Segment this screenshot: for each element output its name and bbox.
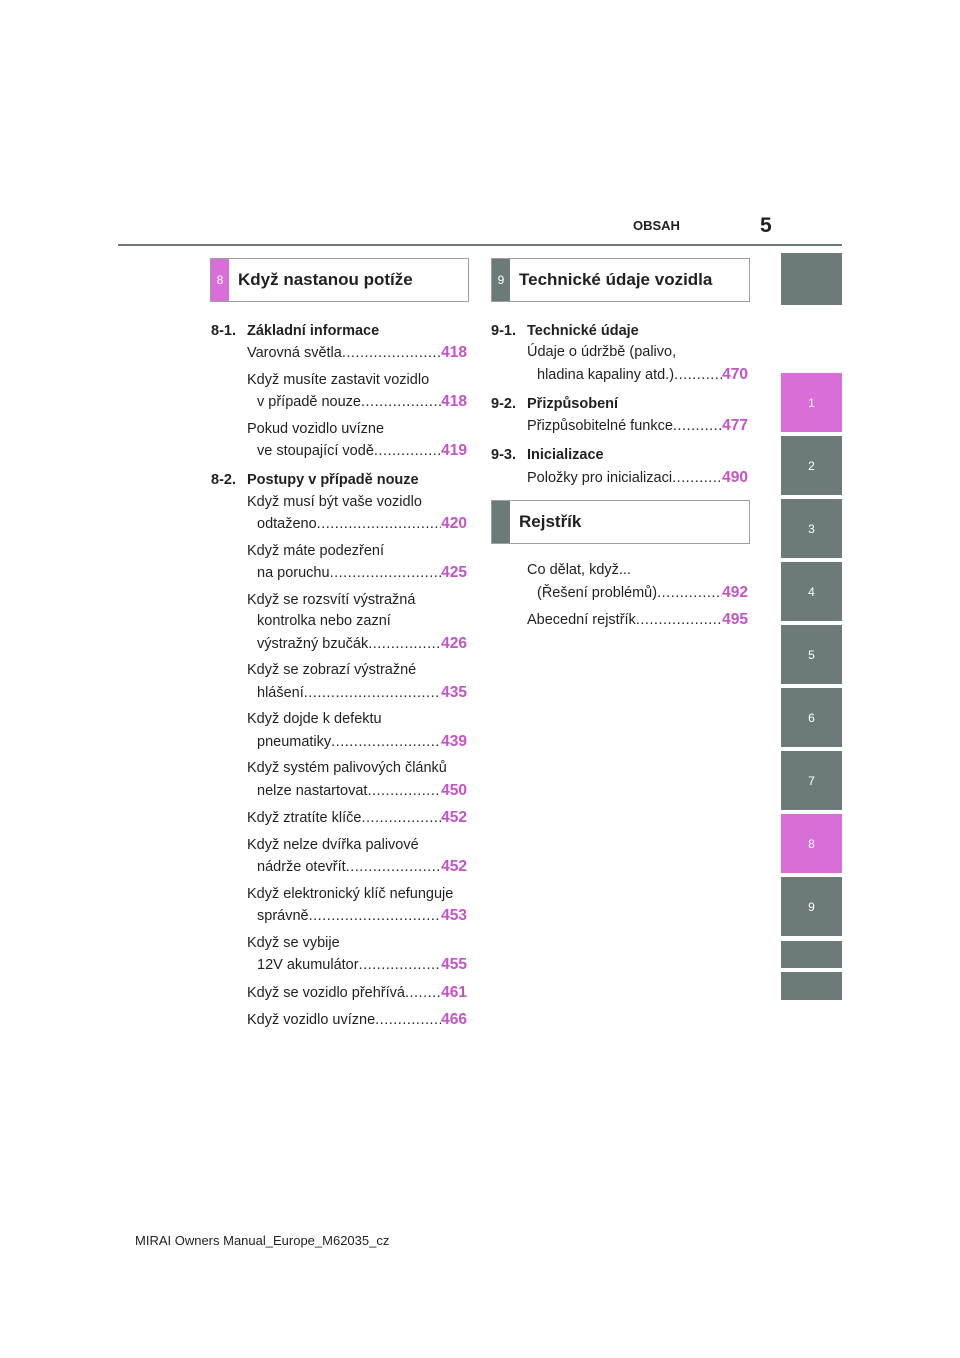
toc-entry[interactable] <box>211 590 467 656</box>
page-link[interactable]: 419 <box>441 442 467 459</box>
toc-entry-line <box>527 415 748 438</box>
page-link[interactable]: 461 <box>441 983 467 1001</box>
toc-entry[interactable] <box>211 835 467 879</box>
toc-entry[interactable] <box>211 807 467 830</box>
page-link[interactable]: 452 <box>441 809 467 826</box>
dot-leader <box>346 857 441 879</box>
page-link[interactable]: 495 <box>722 611 748 628</box>
chapter-tab-3[interactable]: 3 <box>781 499 842 558</box>
toc-group-number: 9-1. <box>491 322 516 339</box>
toc-group-title: Přizpůsobení <box>527 395 619 412</box>
dot-leader <box>309 906 442 928</box>
toc-entry-line <box>527 609 748 632</box>
toc-entry-line <box>247 513 467 536</box>
toc-group-heading[interactable] <box>211 319 467 342</box>
toc-entry[interactable] <box>211 758 467 802</box>
toc-group-number: 9-3. <box>491 447 516 463</box>
dot-leader <box>636 610 722 632</box>
toc-entry-text: Položky pro inicializaci <box>527 469 673 486</box>
toc-entry[interactable] <box>211 342 467 365</box>
section-8-header[interactable] <box>210 258 469 302</box>
toc-group <box>211 469 467 1032</box>
footer-text: MIRAI Owners Manual_Europe_M62035_cz <box>135 1233 390 1248</box>
chapter-tab-blank[interactable] <box>781 253 842 305</box>
chapter-tab-5[interactable]: 5 <box>781 625 842 684</box>
dot-leader <box>330 563 442 585</box>
dot-leader <box>405 983 441 1005</box>
page-link[interactable]: 435 <box>441 683 467 701</box>
toc-entry-line <box>527 467 748 490</box>
toc-entry-text: Když nelze dvířka palivové <box>247 836 419 853</box>
page-link[interactable]: 420 <box>441 515 467 532</box>
toc-entry-line <box>247 780 467 803</box>
index-header[interactable] <box>491 500 750 544</box>
toc-entry[interactable] <box>211 419 467 463</box>
page-link[interactable]: 425 <box>441 564 467 581</box>
toc-entry-text: Údaje o údržbě (palivo, <box>527 344 677 360</box>
toc-entry-line <box>247 562 467 585</box>
index-contents <box>491 560 748 637</box>
chapter-tab-7[interactable]: 7 <box>781 751 842 810</box>
chapter-tab-blank[interactable] <box>781 941 842 968</box>
toc-entry-text: Když se vozidlo přehřívá <box>247 984 405 1001</box>
header-title: OBSAH <box>633 218 680 233</box>
toc-entry-line <box>247 954 467 977</box>
toc-entry-text: Co dělat, když... <box>527 562 631 578</box>
index-tab <box>492 501 510 543</box>
toc-entry-line <box>527 364 748 387</box>
dot-leader <box>317 514 441 536</box>
section-9-title: Technické údaje vozidla <box>519 270 713 289</box>
toc-entry-text: nádrže otevřít <box>257 859 346 875</box>
dot-leader <box>361 392 441 414</box>
toc-entry-text: Varovná světla <box>247 345 342 361</box>
section-9-header[interactable] <box>491 258 750 302</box>
toc-entry[interactable] <box>211 982 467 1005</box>
toc-entry-text: hladina kapaliny atd.) <box>537 366 675 383</box>
dot-leader <box>359 955 442 977</box>
toc-entry-text: 12V akumulátor <box>257 957 359 973</box>
chapter-tab-9[interactable]: 9 <box>781 877 842 936</box>
section-9-contents <box>491 319 748 495</box>
section-8-tab: 8 <box>211 259 229 301</box>
toc-entry-text: odtaženo <box>257 516 317 532</box>
toc-entry-text: Pokud vozidlo uvízne <box>247 420 385 437</box>
dot-leader <box>672 468 722 490</box>
toc-entry-line <box>247 682 467 705</box>
page-link[interactable]: 452 <box>441 858 467 875</box>
toc-group-number: 8-2. <box>211 472 236 488</box>
toc-entry-text: Když máte podezření <box>247 542 385 559</box>
page-link[interactable]: 418 <box>441 393 467 410</box>
toc-entry-text: (Řešení problémů) <box>537 584 658 601</box>
toc-entry-text: Když vozidlo uvízne <box>247 1012 376 1028</box>
toc-entry-text: ve stoupající vodě <box>257 443 374 459</box>
page-link[interactable]: 455 <box>441 956 467 973</box>
toc-entry-text: správně <box>257 908 309 924</box>
page-link[interactable]: 477 <box>722 417 748 434</box>
toc-entry-text: Abecední rejstřík <box>527 612 636 628</box>
toc-entry-line <box>527 582 748 605</box>
toc-entry[interactable] <box>491 560 748 604</box>
toc-entry-text: Přizpůsobitelné funkce <box>527 418 673 434</box>
toc-entry-text: na poruchu <box>257 565 330 581</box>
section-8-contents <box>211 319 467 1038</box>
toc-entry[interactable] <box>211 660 467 704</box>
toc-entry-line <box>247 856 467 879</box>
page-link[interactable]: 418 <box>441 344 467 361</box>
toc-entry-line <box>247 440 467 463</box>
chapter-tab-2[interactable]: 2 <box>781 436 842 495</box>
toc-entry[interactable] <box>211 492 467 536</box>
toc-entry-text: Když elektronický klíč nefunguje <box>247 885 454 902</box>
toc-entry[interactable] <box>211 1009 467 1032</box>
chapter-tab-blank[interactable] <box>781 972 842 1000</box>
toc-group <box>491 444 748 490</box>
toc-entry-text: kontrolka nebo zazní <box>257 613 391 629</box>
chapter-tab-8[interactable]: 8 <box>781 814 842 873</box>
page-link[interactable]: 426 <box>441 634 467 652</box>
toc-group-title: Inicializace <box>527 447 604 463</box>
toc-entry-text: Když ztratíte klíče <box>247 810 362 826</box>
toc-entry[interactable] <box>211 933 467 977</box>
toc-entry-line <box>247 982 467 1005</box>
toc-entry[interactable] <box>491 415 748 438</box>
toc-group-title: Technické údaje <box>527 322 639 339</box>
dot-leader <box>673 416 722 438</box>
page-link[interactable]: 466 <box>441 1011 467 1028</box>
toc-entry[interactable] <box>211 370 467 414</box>
section-8-title: Když nastanou potíže <box>238 270 413 289</box>
toc-entry-text: Když systém palivových článků <box>247 760 447 776</box>
chapter-tab-6[interactable]: 6 <box>781 688 842 747</box>
toc-group <box>211 319 467 463</box>
dot-leader <box>374 441 441 463</box>
toc-entry-text: hlášení <box>257 684 304 701</box>
chapter-tab-4[interactable]: 4 <box>781 562 842 621</box>
page-link[interactable]: 439 <box>441 732 467 750</box>
index-title: Rejstřík <box>519 512 582 531</box>
toc-entry[interactable] <box>211 709 467 753</box>
page-link[interactable]: 470 <box>722 365 748 383</box>
page-link[interactable]: 492 <box>722 583 748 601</box>
toc-entry[interactable] <box>211 884 467 928</box>
toc-entry-text: Když musíte zastavit vozidlo <box>247 371 430 388</box>
toc-entry-line <box>247 731 467 754</box>
toc-entry-text: Když se rozsvítí výstražná <box>247 591 416 608</box>
toc-entry-line <box>247 905 467 928</box>
dot-leader <box>368 634 441 656</box>
toc-entry-text: pneumatiky <box>257 733 332 750</box>
page-number: 5 <box>760 214 772 237</box>
toc-group-heading[interactable] <box>491 319 748 342</box>
dot-leader <box>342 343 441 365</box>
toc-entry[interactable] <box>491 342 748 386</box>
section-9-tab: 9 <box>492 259 510 301</box>
toc-entry-line <box>247 342 467 365</box>
dot-leader <box>674 365 722 387</box>
page-link[interactable]: 453 <box>441 907 467 924</box>
toc-group-heading[interactable] <box>491 444 748 467</box>
toc-entry-line <box>247 391 467 414</box>
header-rule <box>118 244 842 246</box>
dot-leader <box>375 1010 441 1032</box>
dot-leader <box>657 583 722 605</box>
toc-entry-line <box>247 633 467 656</box>
toc-entry[interactable] <box>491 467 748 490</box>
toc-entry-text: nelze nastartovat <box>257 782 368 799</box>
chapter-tab-1[interactable]: 1 <box>781 373 842 432</box>
toc-group-heading[interactable] <box>211 469 467 492</box>
toc-group-title: Základní informace <box>247 322 380 339</box>
toc-entry-text: Když se zobrazí výstražné <box>247 662 417 678</box>
toc-entry-text: Když se vybije <box>247 934 340 951</box>
toc-entry-text: Když dojde k defektu <box>247 711 382 727</box>
toc-entry-text: výstražný bzučák <box>257 635 369 652</box>
dot-leader <box>367 781 441 803</box>
page-link[interactable]: 490 <box>722 468 748 486</box>
toc-group <box>491 319 748 386</box>
toc-entry-text: v případě nouze <box>257 394 361 410</box>
dot-leader <box>331 732 441 754</box>
toc-group <box>491 392 748 438</box>
page-link[interactable]: 450 <box>441 781 467 799</box>
toc-entry-line <box>247 807 467 830</box>
dot-leader <box>304 683 441 705</box>
dot-leader <box>361 808 441 830</box>
toc-entry[interactable] <box>211 541 467 585</box>
toc-group-number: 8-1. <box>211 322 236 339</box>
toc-entry-line <box>247 1009 467 1032</box>
toc-entry[interactable] <box>491 609 748 632</box>
toc-entry-text: Když musí být vaše vozidlo <box>247 493 422 510</box>
toc-group-title: Postupy v případě nouze <box>247 472 419 488</box>
toc-group-heading[interactable] <box>491 392 748 415</box>
toc-group-number: 9-2. <box>491 395 516 412</box>
